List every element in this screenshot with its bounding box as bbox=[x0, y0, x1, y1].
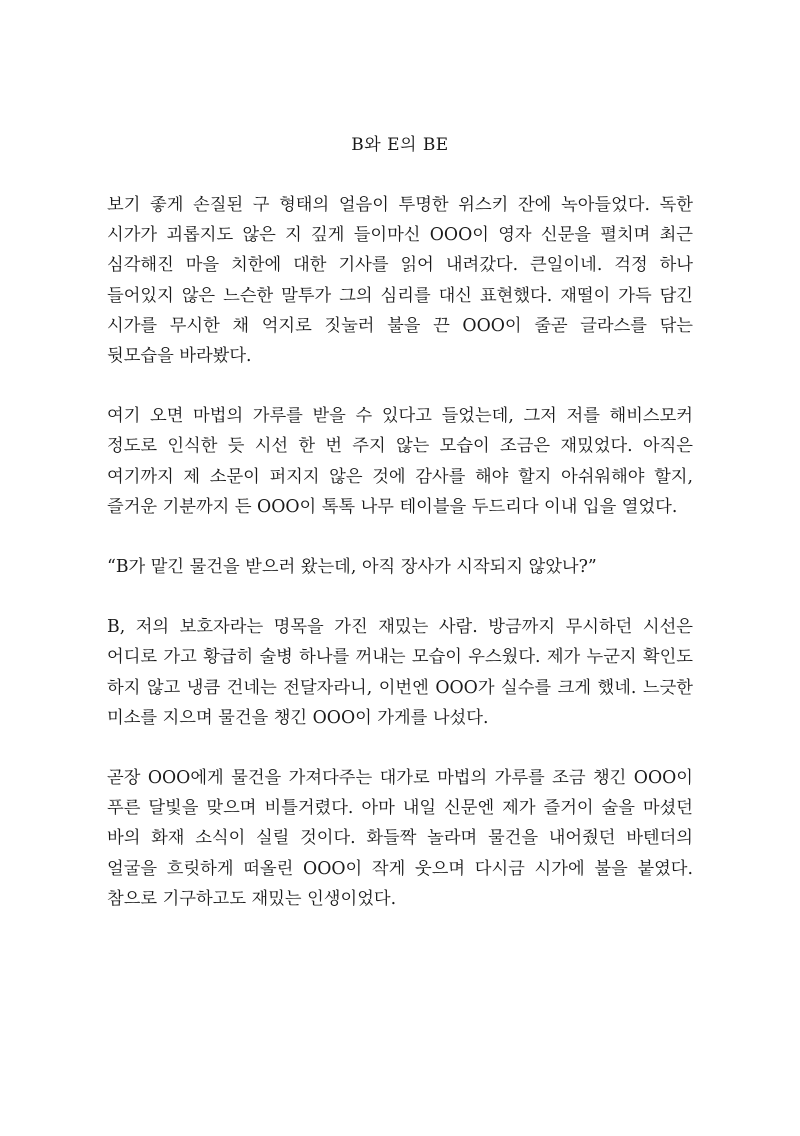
document-body bbox=[107, 190, 693, 944]
paragraph-1: 보기 좋게 손질된 구 형태의 얼음이 투명한 위스키 잔에 녹아들었다. 독한 시가가 괴롭지도 않은 지 깊게 들이마신 OOO이 영자 신문을 펼치며 최근 심각해진 마을 치한에 대한 기사를 읽어 내려갔다. 큰일이네. 걱정 하나 들어있지 않은 느슨한 말투가 그의 심리를 대신 표현했다. 재떨이 가득 담긴 시가를 무시한 채 억지로 짓눌러 불을 끈 OOO이 줄곧 글라스를 닦는 뒷모습을 바라봤다. bbox=[107, 195, 693, 367]
paragraph-3: B, 저의 보호자라는 명목을 가진 재밌는 사람. 방금까지 무시하던 시선은 어디로 가고 황급히 술병 하나를 꺼내는 모습이 우스웠다. 제가 누군지 확인도 하지 않고 냉큼 건네는 전달자라니, 이번엔 OOO가 실수를 크게 했네. 느긋한 미소를 지으며 물건을 챙긴 OOO이 가게를 나섰다. bbox=[107, 617, 693, 728]
paragraph-4: 곧장 OOO에게 물건을 가져다주는 대가로 마법의 가루를 조금 챙긴 OOO이 푸른 달빛을 맞으며 비틀거렸다. 아마 내일 신문엔 제가 즐거이 술을 마셨던 바의 화재 소식이 실릴 것이다. 화들짝 놀라며 물건을 내어줬던 바텐더의 얼굴을 흐릿하게 떠올린 OOO이 작게 웃으며 다시금 시가에 불을 붙였다. 참으로 기구하고도 재밌는 인생이었다. bbox=[107, 768, 693, 909]
document-title: B와 E의 BE bbox=[351, 135, 449, 155]
dialogue-line: “B가 맡긴 물건을 받으러 왔는데, 아직 장사가 시작되지 않았나?” bbox=[107, 557, 597, 578]
paragraph-2: 여기 오면 마법의 가루를 받을 수 있다고 들었는데, 그저 저를 해비스모커 정도로 인식한 듯 시선 한 번 주지 않는 모습이 조금은 재밌었다. 아직은 여기까지 제 소문이 퍼지지 않은 것에 감사를 해야 할지 아쉬워해야 할지, 즐거운 기분까지 든 OOO이 톡톡 나무 테이블을 두드리다 이내 입을 열었다. bbox=[107, 406, 693, 517]
